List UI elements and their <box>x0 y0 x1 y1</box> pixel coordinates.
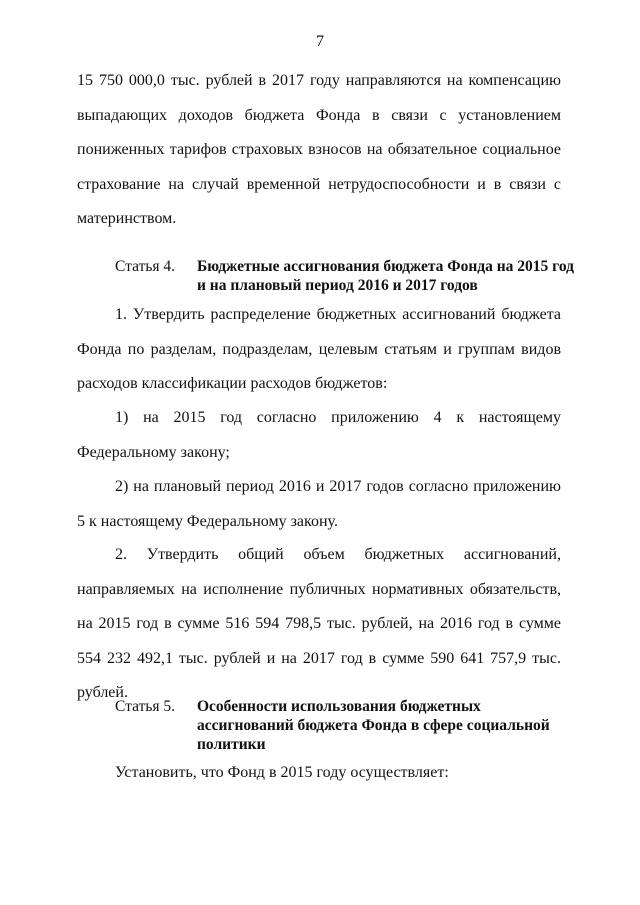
article-4-heading <box>115 257 585 297</box>
page-number: 7 <box>316 33 324 50</box>
paragraph-distribution: 1. Утвердить распределение бюджетных ассигнований бюджета Фонда по разделам, подразделам, целевым статьям и группам видов расходов классификации расходов бюджетов: <box>77 306 561 392</box>
paragraph-compensation: 15 750 000,0 тыс. рублей в 2017 году направляются на компенсацию выпадающих доходов бюджета Фонда в связи с установлением пониженных тарифов страховых взносов на обязательное социальное страхование на случай временной нетрудоспособности и в связи с материнством. <box>77 72 561 227</box>
paragraph-public-obligations: 2. Утвердить общий объем бюджетных ассигнований, направляемых на исполнение публичных нормативных обязательств, на 2015 год в сумме 516 594 798,5 тыс. рублей, на 2016 год в сумме 554 232 492,1 тыс. рублей и на 2017 год в сумме 590 641 757,9 тыс. рублей. <box>77 546 561 701</box>
article-4-label: Статья 4. <box>115 258 176 275</box>
article-5-label: Статья 5. <box>115 698 176 715</box>
article-5-heading <box>115 697 585 755</box>
article-4-title: Бюджетные ассигнования бюджета Фонда на 2015 год и на плановый период 2016 и 2017 годов <box>197 258 574 294</box>
paragraph-item-planning-period: 2) на плановый период 2016 и 2017 годов согласно приложению 5 к настоящему Федеральному закону. <box>77 478 561 530</box>
article-5-title: Особенности использования бюджетных ассигнований бюджета Фонда в сфере социальной политики <box>197 698 550 753</box>
paragraph-item-2015: 1) на 2015 год согласно приложению 4 к настоящему Федеральному закону; <box>77 409 561 461</box>
paragraph-fund-establishes: Установить, что Фонд в 2015 году осуществляет: <box>115 764 449 781</box>
